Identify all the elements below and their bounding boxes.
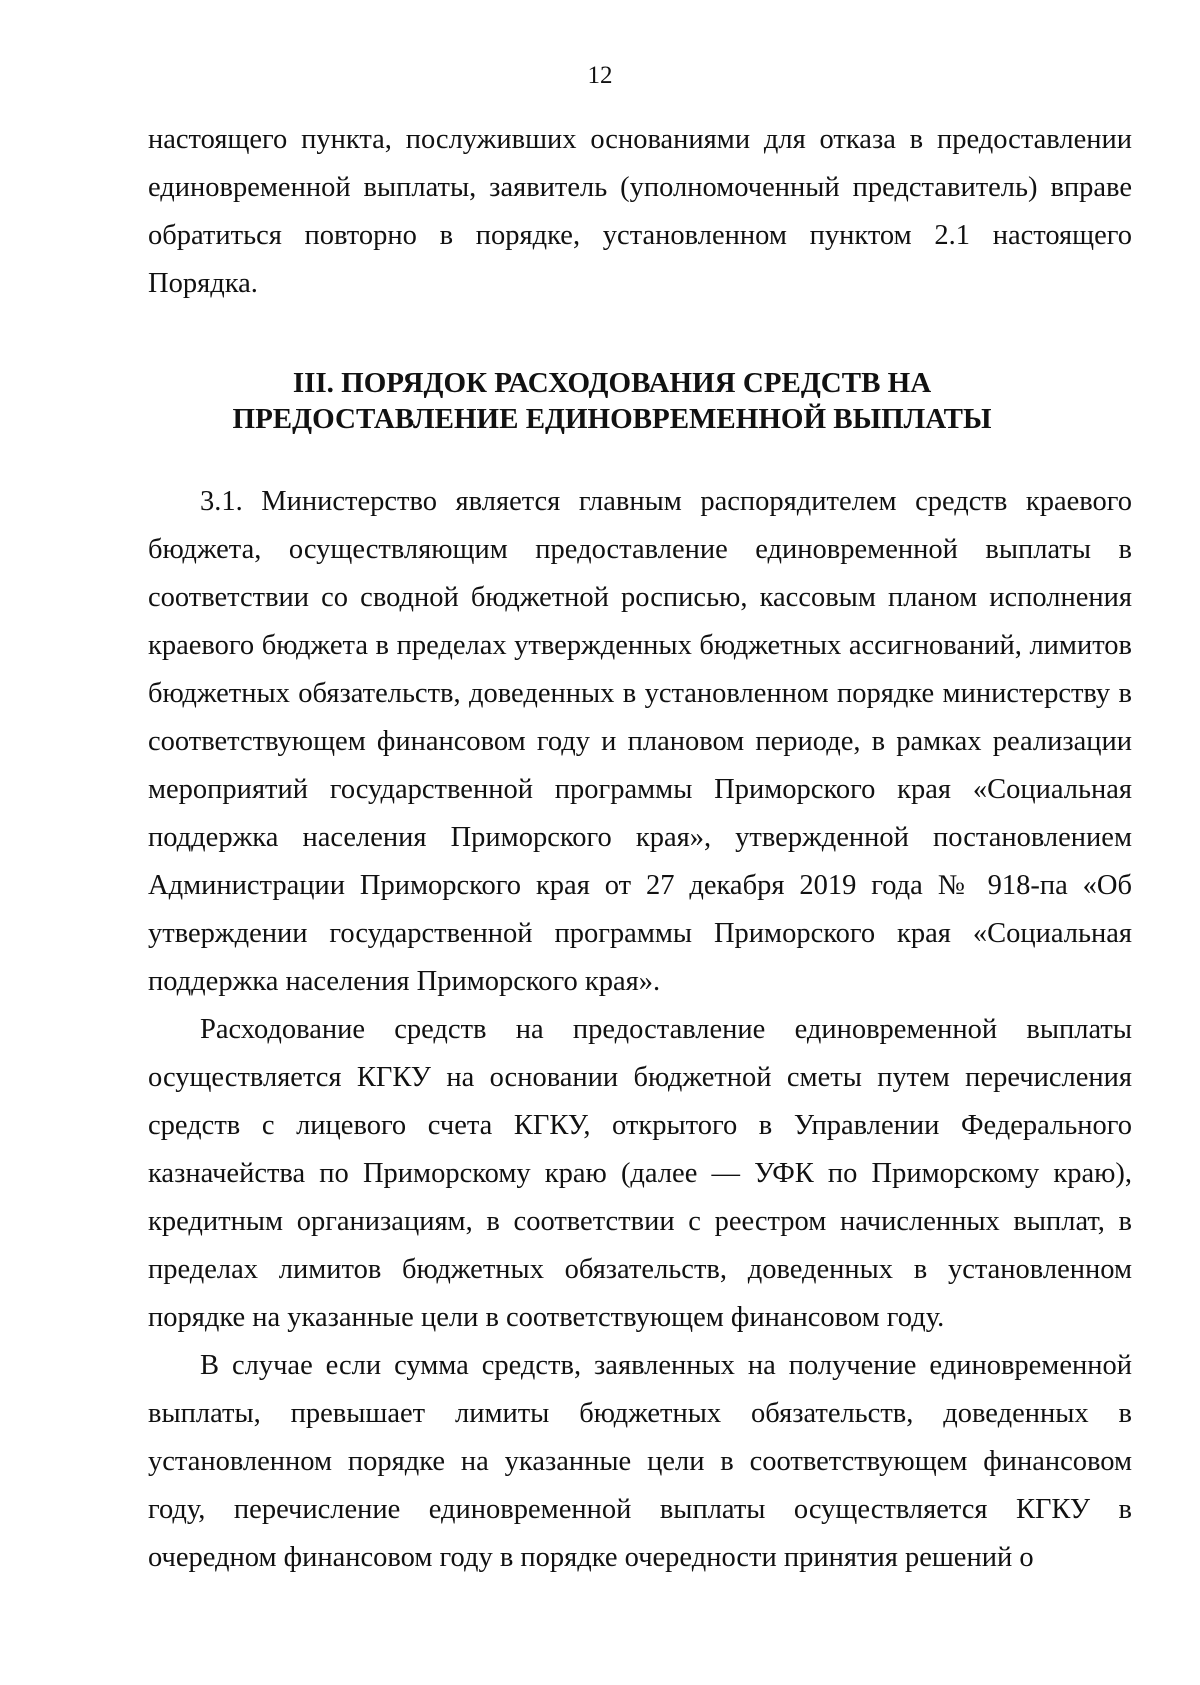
section-heading-line-1: III. ПОРЯДОК РАСХОДОВАНИЯ СРЕДСТВ НА (292, 367, 932, 399)
intro-paragraph: настоящего пункта, послуживших основаниями для отказа в предоставлении единовременной выплаты, заявитель (уполномоченный представитель) вправе обратиться повторно в порядке, установленном пунктом 2.1 настоящего Порядка. (148, 124, 1132, 299)
section-body (148, 478, 1132, 1582)
section-heading (0, 365, 1200, 437)
page-number: 12 (587, 62, 613, 89)
paragraph-spending: Расходование средств на предоставление единовременной выплаты осуществляется КГКУ на основании бюджетной сметы путем перечисления средств с лицевого счета КГКУ, открытого в Управлении Федерального казначейства по Приморскому краю (далее — УФК по Приморскому краю), кредитным организациям, в соответствии с реестром начисленных выплат, в пределах лимитов бюджетных обязательств, доведенных в установленном порядке на указанные цели в соответствующем финансовом году. (148, 1014, 1132, 1333)
section-heading-line-2: ПРЕДОСТАВЛЕНИЕ ЕДИНОВРЕМЕННОЙ ВЫПЛАТЫ (232, 403, 992, 435)
intro-block (148, 116, 1132, 308)
paragraph-3-1: 3.1. Министерство является главным распорядителем средств краевого бюджета, осуществляющим предоставление единовременной выплаты в соответствии со сводной бюджетной росписью, кассовым планом исполнения краевого бюджета в пределах утвержденных бюджетных ассигнований, лимитов бюджетных обязательств, доведенных в установленном порядке министерству в соответствующем финансовом году и плановом периоде, в рамках реализации мероприятий государственной программы Приморского края «Социальная поддержка населения Приморского края», утвержденной постановлением Администрации Приморского края от 27 декабря 2019 года № 918-па «Об утверждении государственной программы Приморского края «Социальная поддержка населения Приморского края». (148, 486, 1132, 997)
paragraph-limits: В случае если сумма средств, заявленных на получение единовременной выплаты, превышает лимиты бюджетных обязательств, доведенных в установленном порядке на указанные цели в соответствующем финансовом году, перечисление единовременной выплаты осуществляется КГКУ в очередном финансовом году в порядке очередности принятия решений о (148, 1350, 1132, 1573)
